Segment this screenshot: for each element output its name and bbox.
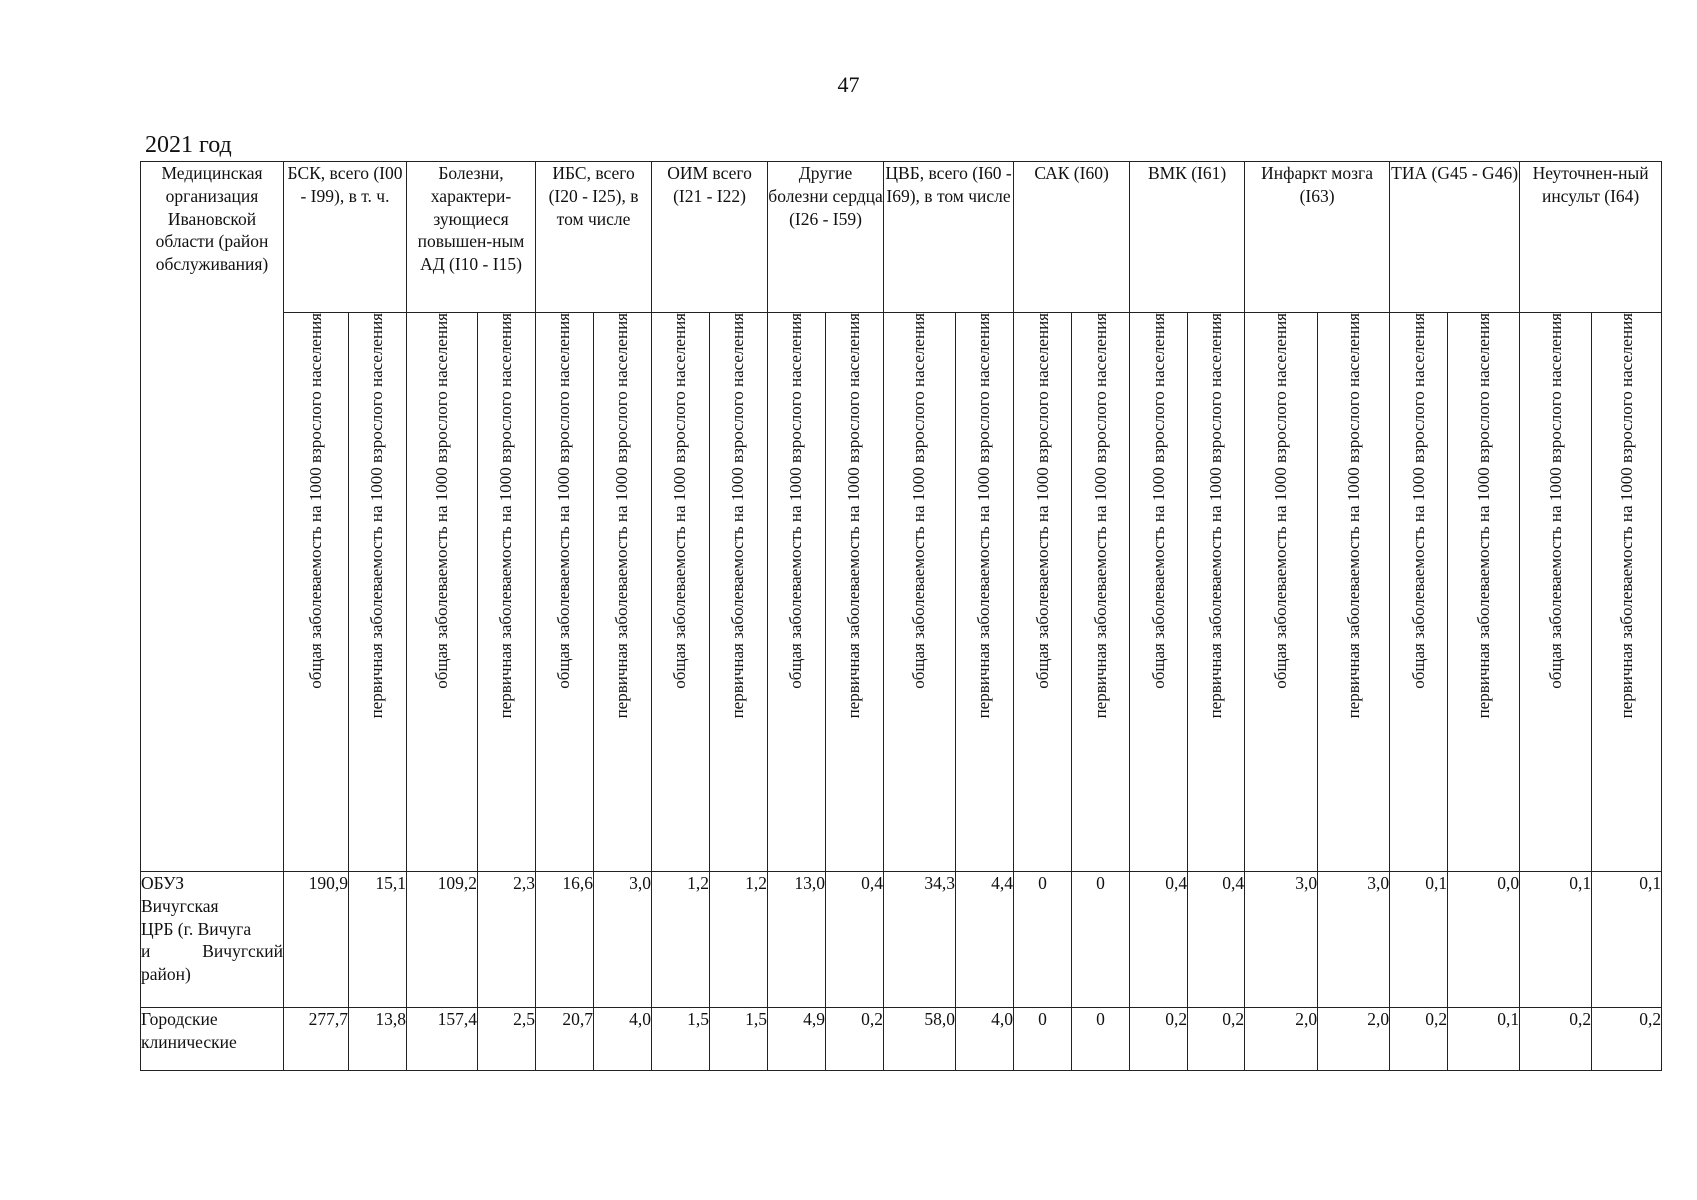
subheader-row: [141, 313, 1662, 872]
subheader-primary-text: первичная заболеваемость на 1000 взрослого населения: [728, 313, 748, 719]
subheader-general-text: общая заболеваемость на 1000 взрослого населения: [1148, 313, 1168, 689]
group-header: САК (I60): [1014, 162, 1130, 313]
subheader-primary: [1072, 313, 1130, 872]
subheader-primary-text: первичная заболеваемость на 1000 взрослого населения: [1090, 313, 1110, 719]
value-cell: 0,4: [826, 872, 884, 1008]
value-cell: 0,1: [1390, 872, 1448, 1008]
subheader-primary-text: первичная заболеваемость на 1000 взрослого населения: [1343, 313, 1363, 719]
value-cell: 4,0: [956, 1008, 1014, 1071]
group-header-row: [141, 162, 1662, 313]
subheader-primary: [956, 313, 1014, 872]
value-cell: 20,7: [536, 1008, 594, 1071]
subheader-primary: [826, 313, 884, 872]
org-column-header: Медицинская организация Ивановской области (район обслуживания): [141, 162, 284, 872]
value-cell: 1,5: [710, 1008, 768, 1071]
value-cell: 0,2: [826, 1008, 884, 1071]
value-cell: 0,2: [1188, 1008, 1245, 1071]
org-name-cell: [141, 872, 284, 1008]
subheader-general-text: общая заболеваемость на 1000 взрослого населения: [1032, 313, 1052, 689]
value-cell: 2,0: [1318, 1008, 1390, 1071]
value-cell: 13,0: [768, 872, 826, 1008]
subheader-general-text: общая заболеваемость на 1000 взрослого населения: [1408, 313, 1428, 689]
group-header: ИБС, всего (I20 - I25), в том числе: [536, 162, 652, 313]
value-cell: 2,5: [478, 1008, 536, 1071]
value-cell: 4,0: [594, 1008, 652, 1071]
value-cell: 0,4: [1130, 872, 1188, 1008]
group-header: Инфаркт мозга (I63): [1245, 162, 1390, 313]
value-cell: 0: [1072, 1008, 1130, 1071]
subheader-general-text: общая заболеваемость на 1000 взрослого населения: [909, 313, 929, 689]
subheader-general-text: общая заболеваемость на 1000 взрослого населения: [305, 313, 325, 689]
value-cell: 0,2: [1592, 1008, 1662, 1071]
group-header: Другие болезни сердца (I26 - I59): [768, 162, 884, 313]
subheader-primary-text: первичная заболеваемость на 1000 взрослого населения: [612, 313, 632, 719]
org-name-line: Вичугская: [141, 895, 219, 916]
value-cell: 3,0: [1318, 872, 1390, 1008]
group-header: Неуточнен-ный инсульт (I64): [1520, 162, 1662, 313]
subheader-general-text: общая заболеваемость на 1000 взрослого населения: [1545, 313, 1565, 689]
subheader-general-text: общая заболеваемость на 1000 взрослого населения: [1271, 313, 1291, 689]
org-name-line: и Вичугский: [141, 941, 283, 962]
subheader-general-text: общая заболеваемость на 1000 взрослого населения: [786, 313, 806, 689]
subheader-primary: [349, 313, 407, 872]
org-name-line: ОБУЗ: [141, 873, 184, 893]
subheader-general-text: общая заболеваемость на 1000 взрослого населения: [554, 313, 574, 689]
org-name-cell: [141, 1008, 284, 1071]
subheader-general: [768, 313, 826, 872]
group-header: ЦВБ, всего (I60 - I69), в том числе: [884, 162, 1014, 313]
value-cell: 58,0: [884, 1008, 956, 1071]
value-cell: 15,1: [349, 872, 407, 1008]
value-cell: 190,9: [284, 872, 349, 1008]
value-cell: 157,4: [407, 1008, 478, 1071]
subheader-primary-text: первичная заболеваемость на 1000 взрослого населения: [1473, 313, 1493, 719]
value-cell: 3,0: [1245, 872, 1318, 1008]
value-cell: 4,9: [768, 1008, 826, 1071]
value-cell: 1,2: [710, 872, 768, 1008]
value-cell: 2,0: [1245, 1008, 1318, 1071]
value-cell: 0,1: [1448, 1008, 1520, 1071]
group-header: ТИА (G45 - G46): [1390, 162, 1520, 313]
value-cell: 0: [1072, 872, 1130, 1008]
subheader-general: [884, 313, 956, 872]
org-name-line: ЦРБ (г. Вичуга: [141, 918, 252, 939]
value-cell: 0,4: [1188, 872, 1245, 1008]
subheader-primary-text: первичная заболеваемость на 1000 взрослого населения: [974, 313, 994, 719]
value-cell: 0: [1014, 1008, 1072, 1071]
group-header: ОИМ всего (I21 - I22): [652, 162, 768, 313]
org-name-line: район): [141, 964, 191, 984]
value-cell: 0,1: [1520, 872, 1592, 1008]
group-header: ВМК (I61): [1130, 162, 1245, 313]
subheader-primary: [594, 313, 652, 872]
org-name-line: клинические: [141, 1031, 237, 1052]
group-header: БСК, всего (I00 - I99), в т. ч.: [284, 162, 407, 313]
morbidity-table: [140, 161, 1662, 1071]
value-cell: 109,2: [407, 872, 478, 1008]
value-cell: 0,2: [1520, 1008, 1592, 1071]
year-heading: 2021 год: [145, 132, 232, 158]
value-cell: 0: [1014, 872, 1072, 1008]
subheader-primary-text: первичная заболеваемость на 1000 взрослого населения: [844, 313, 864, 719]
subheader-primary: [710, 313, 768, 872]
subheader-primary: [1188, 313, 1245, 872]
subheader-general: [536, 313, 594, 872]
subheader-primary: [1448, 313, 1520, 872]
subheader-primary-text: первичная заболеваемость на 1000 взрослого населения: [367, 313, 387, 719]
subheader-general-text: общая заболеваемость на 1000 взрослого населения: [431, 313, 451, 689]
value-cell: 2,3: [478, 872, 536, 1008]
value-cell: 0,1: [1592, 872, 1662, 1008]
subheader-primary-text: первичная заболеваемость на 1000 взрослого населения: [496, 313, 516, 719]
value-cell: 34,3: [884, 872, 956, 1008]
subheader-general: [1014, 313, 1072, 872]
group-header: Болезни, характери-зующиеся повышен-ным АД (I10 - I15): [407, 162, 536, 313]
page-number: 47: [837, 72, 860, 97]
table-row: [141, 872, 1662, 1008]
value-cell: 0,2: [1390, 1008, 1448, 1071]
subheader-primary-text: первичная заболеваемость на 1000 взрослого населения: [1616, 313, 1636, 719]
subheader-primary: [1318, 313, 1390, 872]
subheader-primary: [478, 313, 536, 872]
value-cell: 277,7: [284, 1008, 349, 1071]
value-cell: 3,0: [594, 872, 652, 1008]
subheader-general: [652, 313, 710, 872]
value-cell: 0,0: [1448, 872, 1520, 1008]
subheader-general: [1130, 313, 1188, 872]
subheader-general: [407, 313, 478, 872]
value-cell: 1,5: [652, 1008, 710, 1071]
value-cell: 4,4: [956, 872, 1014, 1008]
subheader-primary: [1592, 313, 1662, 872]
subheader-primary-text: первичная заболеваемость на 1000 взрослого населения: [1206, 313, 1226, 719]
subheader-general: [284, 313, 349, 872]
subheader-general-text: общая заболеваемость на 1000 взрослого населения: [670, 313, 690, 689]
value-cell: 0,2: [1130, 1008, 1188, 1071]
table-row: [141, 1008, 1662, 1071]
value-cell: 13,8: [349, 1008, 407, 1071]
org-name-line: Городские: [141, 1009, 218, 1029]
subheader-general: [1520, 313, 1592, 872]
subheader-general: [1245, 313, 1318, 872]
value-cell: 16,6: [536, 872, 594, 1008]
subheader-general: [1390, 313, 1448, 872]
value-cell: 1,2: [652, 872, 710, 1008]
